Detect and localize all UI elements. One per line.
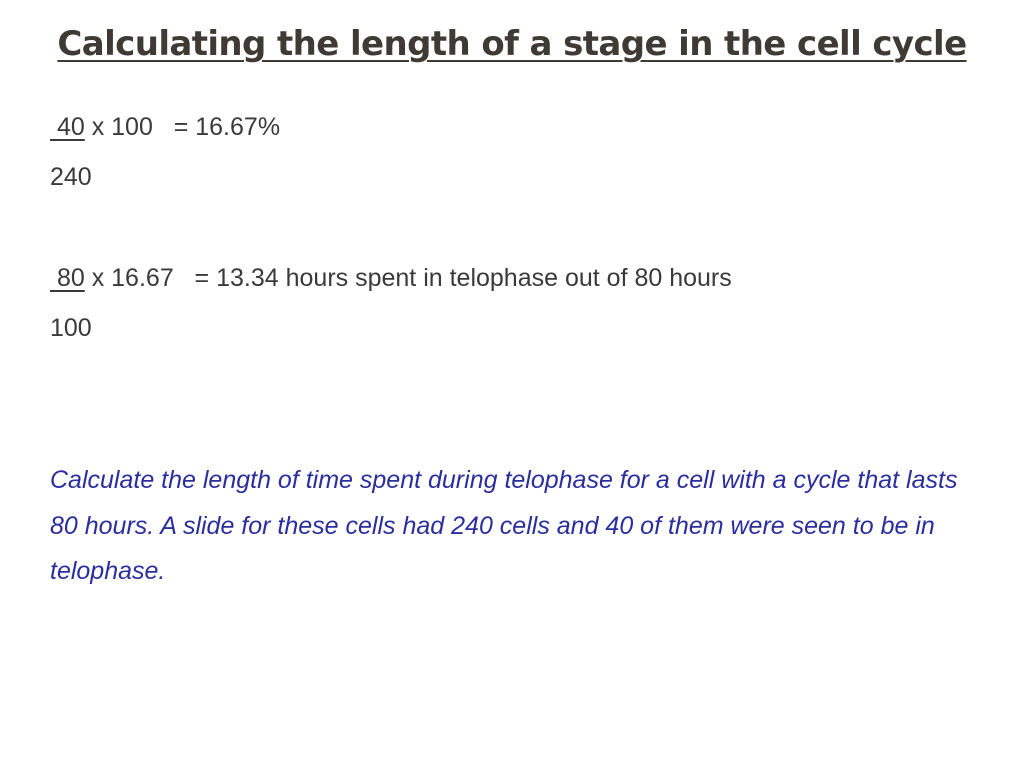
calc2-line <box>50 263 732 293</box>
calc2-numerator: 80 <box>50 264 85 292</box>
calc1-denominator: 240 <box>50 163 92 191</box>
calc1-line <box>50 112 280 142</box>
calc2-denominator: 100 <box>50 314 92 342</box>
slide-title: Calculating the length of a stage in the cell cycle <box>57 24 967 64</box>
question-text: Calculate the length of time spent during telophase for a cell with a cycle that lasts 80 hours. A slide for these cells had 240 cells and 40 of them were seen to be in telophase. <box>50 466 958 585</box>
calc1-expression: x 100 = 16.67% <box>84 113 281 141</box>
calc1-numerator: 40 <box>50 113 85 141</box>
calc2-expression: x 16.67 = 13.34 hours spent in telophase out of 80 hours <box>84 264 732 292</box>
